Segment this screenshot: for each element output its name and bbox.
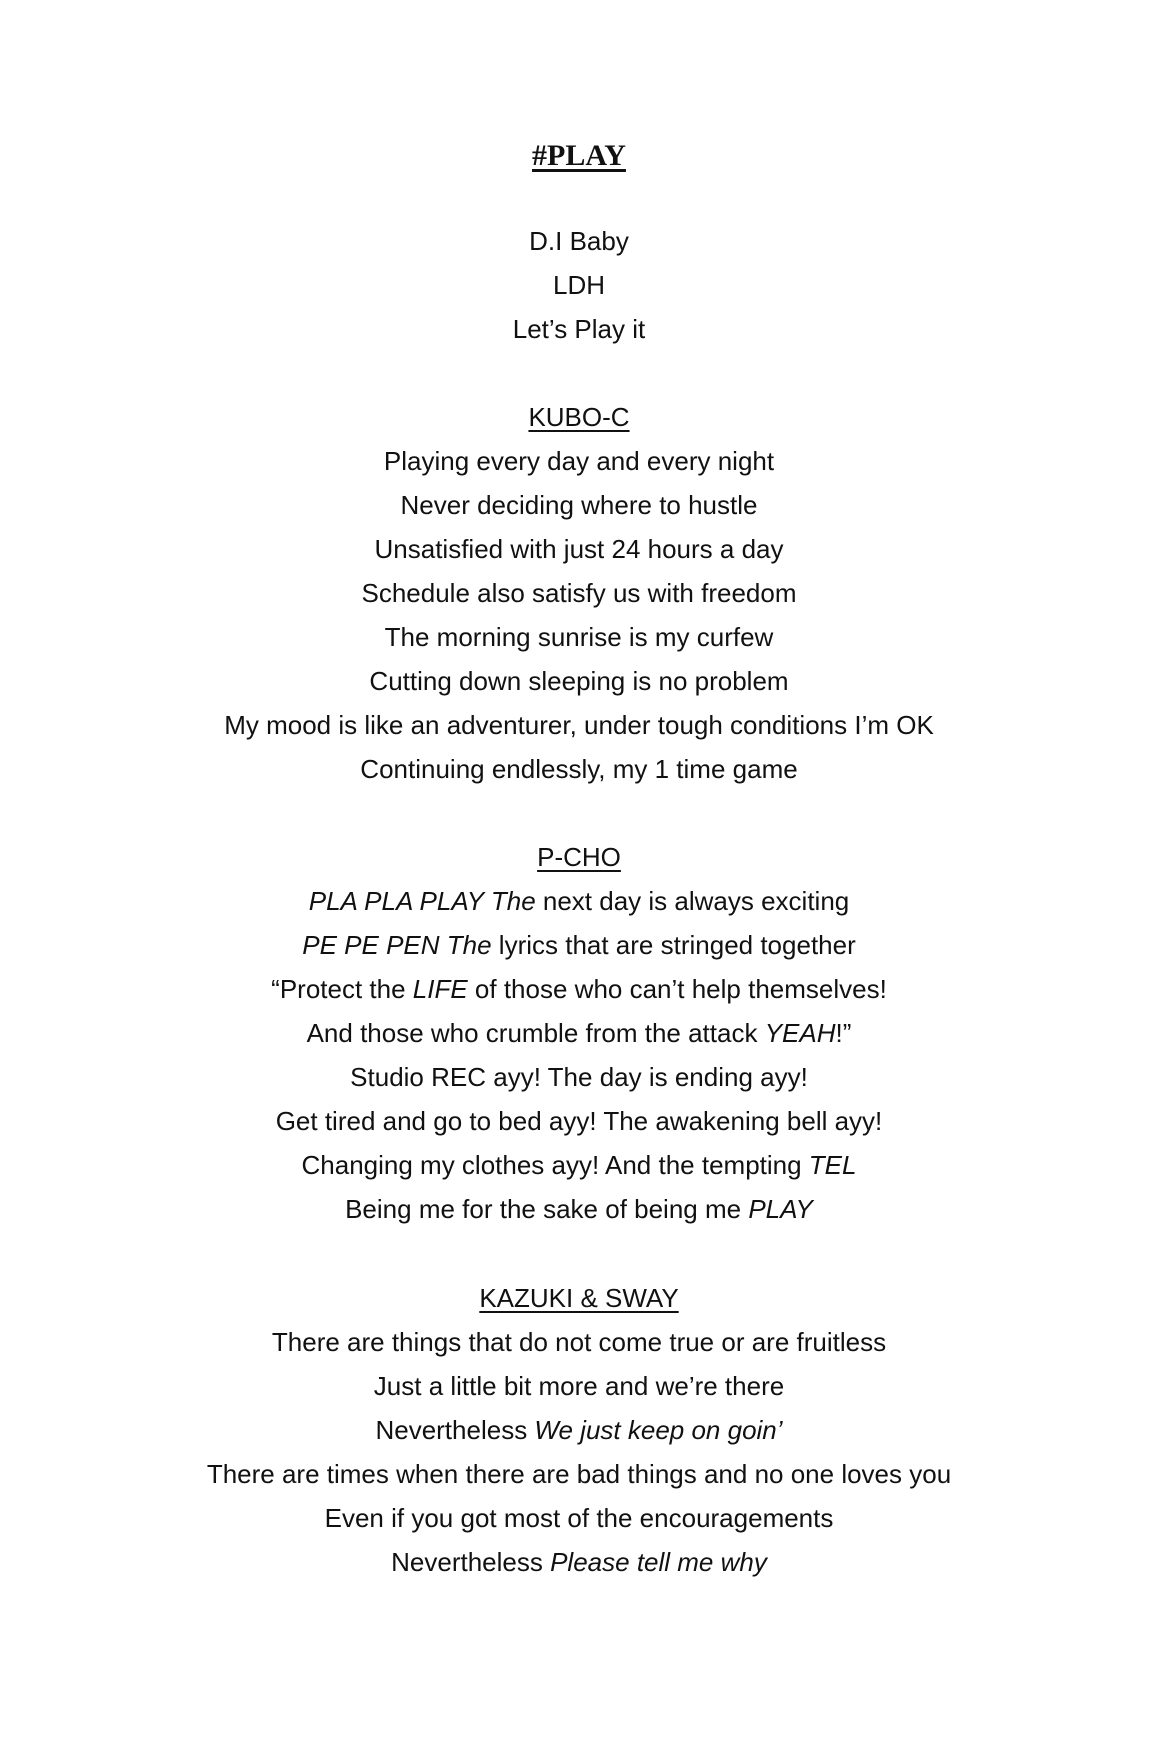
lyric-text: Being me for the sake of being me: [345, 1194, 749, 1224]
lyric-text: Nevertheless: [375, 1415, 535, 1445]
intro-line: D.I Baby: [529, 226, 629, 256]
lyric-text: lyrics that are stringed together: [491, 930, 856, 960]
lyric-text: Changing my clothes ayy! And the tempting: [301, 1150, 809, 1180]
intro-line: LDH: [552, 270, 605, 300]
lyric-line: [0, 1408, 1158, 1452]
lyric-line: Never deciding where to hustle: [400, 490, 758, 520]
verse-heading: P-CHO: [537, 842, 621, 872]
lyric-line: [0, 1011, 1158, 1055]
intro-line: Let’s Play it: [512, 314, 646, 344]
lyric-italic: We just keep on goin’: [534, 1415, 783, 1445]
lyric-line: [0, 1187, 1158, 1231]
lyric-line: The morning sunrise is my curfew: [384, 622, 774, 652]
lyric-line: [0, 1540, 1158, 1584]
lyric-text: And those who crumble from the attack: [306, 1018, 765, 1048]
lyric-line: Playing every day and every night: [383, 446, 775, 476]
lyric-line: Schedule also satisfy us with freedom: [361, 578, 797, 608]
lyric-line: Continuing endlessly, my 1 time game: [360, 754, 798, 784]
lyric-line: [0, 1143, 1158, 1187]
lyric-line: Even if you got most of the encouragements: [324, 1503, 834, 1533]
verse-kazuki-sway: [0, 1276, 1158, 1584]
lyric-text: next day is always exciting: [535, 886, 850, 916]
verse-kubo-c: [0, 395, 1158, 791]
lyric-italic: PLA PLA PLAY The: [308, 886, 536, 916]
lyric-line: Just a little bit more and we’re there: [373, 1371, 785, 1401]
lyric-line: Unsatisfied with just 24 hours a day: [374, 534, 784, 564]
lyric-italic: Please tell me why: [550, 1547, 767, 1577]
verse-heading: KUBO-C: [528, 402, 630, 432]
lyric-italic: TEL: [808, 1150, 857, 1180]
lyric-line: My mood is like an adventurer, under tough conditions I’m OK: [224, 710, 934, 740]
song-title: #PLAY: [532, 139, 626, 172]
lyric-line: [0, 967, 1158, 1011]
verse-heading: KAZUKI & SWAY: [479, 1283, 679, 1313]
lyric-italic: PLAY: [748, 1194, 813, 1224]
lyric-italic: PE PE PEN The: [302, 930, 492, 960]
lyric-line: [0, 879, 1158, 923]
lyric-text: !”: [835, 1018, 852, 1048]
lyric-text: of those who can’t help themselves!: [467, 974, 887, 1004]
intro-block: [0, 219, 1158, 351]
lyric-line: Get tired and go to bed ayy! The awakening bell ayy!: [275, 1106, 883, 1136]
verse-p-cho: [0, 835, 1158, 1231]
lyric-line: Studio REC ayy! The day is ending ayy!: [350, 1062, 808, 1092]
lyric-text: “Protect the: [271, 974, 413, 1004]
lyric-line: Cutting down sleeping is no problem: [369, 666, 789, 696]
lyric-italic: YEAH: [764, 1018, 836, 1048]
lyric-italic: LIFE: [412, 974, 468, 1004]
lyric-text: Nevertheless: [391, 1547, 551, 1577]
lyric-line: [0, 923, 1158, 967]
lyric-line: There are things that do not come true or are fruitless: [271, 1327, 887, 1357]
lyric-line: There are times when there are bad things and no one loves you: [206, 1459, 952, 1489]
